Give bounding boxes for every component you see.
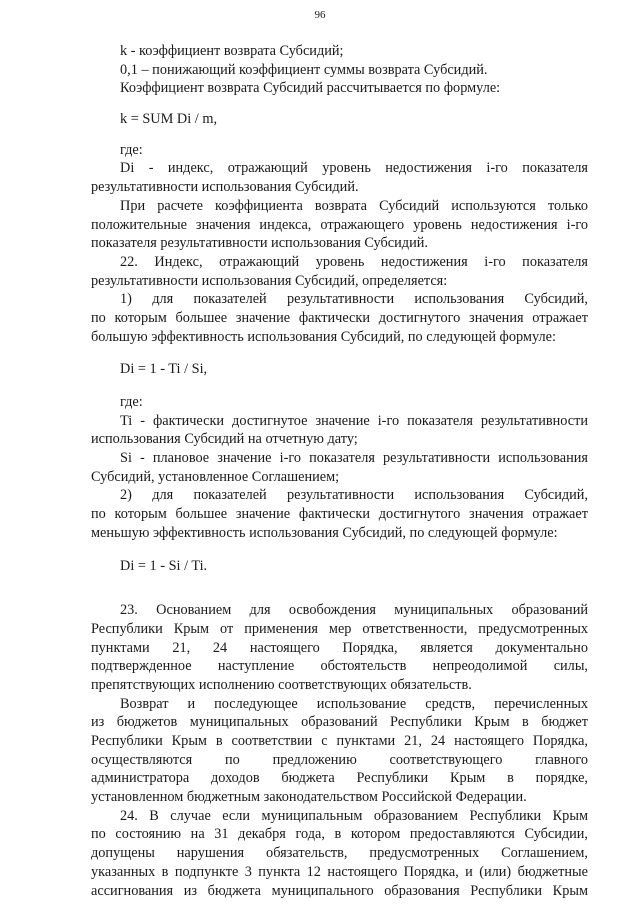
text-line: Коэффициент возврата Субсидий рассчитывается по формуле: bbox=[120, 80, 501, 97]
text-line: использования Субсидий на отчетную дату; bbox=[91, 431, 358, 448]
text-line: из бюджетов муниципальных образований Республики Крым в бюджет bbox=[91, 714, 588, 731]
text-line: по которым большее значение фактически достигнутого значения отражает bbox=[91, 309, 588, 326]
text-line: Республики Крым от применения мер ответственности, предусмотренных bbox=[91, 620, 588, 637]
text-line: ассигнования из бюджета муниципального образования Республики Крым bbox=[91, 882, 588, 899]
formula-di-1: Di = 1 - Ti / Si, bbox=[120, 361, 208, 378]
text-line: большую эффективность использования Субсидий, по следующей формуле: bbox=[91, 328, 556, 345]
text-line: подтвержденное наступление обстоятельств непреодолимой силы, bbox=[91, 658, 588, 675]
text-line: 1) для показателей результативности использования Субсидий, bbox=[120, 291, 588, 308]
text-line: 0,1 – понижающий коэффициент суммы возврата Субсидий. bbox=[120, 61, 488, 78]
text-line: положительные значения индекса, отражающего уровень недостижения i-го bbox=[91, 216, 588, 233]
formula-di-2: Di = 1 - Si / Ti. bbox=[120, 557, 208, 574]
text-line: При расчете коэффициента возврата Субсидий используются только bbox=[120, 197, 588, 214]
text-line: допущены нарушения обязательств, предусмотренных Соглашением, bbox=[91, 845, 588, 862]
text-line: Возврат и последующее использование средств, перечисленных bbox=[120, 695, 588, 712]
text-line: по которым большее значение фактически достигнутого значения отражает bbox=[91, 506, 588, 523]
text-line: Республики Крым в соответствии с пунктами 21, 24 настоящего Порядка, bbox=[91, 733, 588, 749]
text-line: где: bbox=[120, 394, 143, 410]
text-line: 23. Основанием для освобождения муниципальных образований bbox=[120, 602, 588, 619]
text-line: по состоянию на 31 декабря года, в котором предоставляются Субсидии, bbox=[91, 826, 588, 843]
text-line: Субсидий, установленное Соглашением; bbox=[91, 468, 340, 485]
text-line: где: bbox=[120, 141, 143, 158]
text-line: Ti - фактически достигнутое значение i-го показателя результативности bbox=[120, 412, 588, 429]
formula-k: k = SUM Di / m, bbox=[120, 111, 218, 128]
text-line: показателя результативности использования Субсидий. bbox=[91, 235, 428, 252]
text-line: осуществляются по предложению соответствующего главного bbox=[91, 751, 588, 768]
text-line: указанных в подпункте 3 пункта 12 настоящего Порядка, и (или) бюджетные bbox=[91, 863, 588, 880]
text-line: Di - индекс, отражающий уровень недостижения i-го показателя bbox=[120, 160, 588, 177]
text-line: результативности использования Субсидий, определяется: bbox=[91, 272, 448, 289]
text-line: установленном бюджетным законодательством Российской Федерации. bbox=[91, 789, 527, 806]
text-line: меньшую эффективность использования Субсидий, по следующей формуле: bbox=[91, 524, 558, 541]
text-line: результативности использования Субсидий. bbox=[91, 179, 359, 196]
text-line: 2) для показателей результативности использования Субсидий, bbox=[120, 487, 588, 504]
page-number: 96 bbox=[314, 9, 326, 21]
document-body bbox=[91, 42, 588, 900]
text-line: 24. В случае если муниципальным образованием Республики Крым bbox=[120, 807, 588, 824]
text-line: администратора доходов бюджета Республики Крым в порядке, bbox=[91, 770, 588, 787]
text-line: Si - плановое значение i-го показателя результативности использования bbox=[120, 450, 588, 467]
text-line: пунктами 21, 24 настоящего Порядка, является документально bbox=[91, 639, 588, 656]
text-line: препятствующих исполнению соответствующих обязательств. bbox=[91, 676, 472, 693]
text-line: k - коэффициент возврата Субсидий; bbox=[120, 43, 344, 59]
text-line: 22. Индекс, отражающий уровень недостижения i-го показателя bbox=[120, 253, 588, 270]
